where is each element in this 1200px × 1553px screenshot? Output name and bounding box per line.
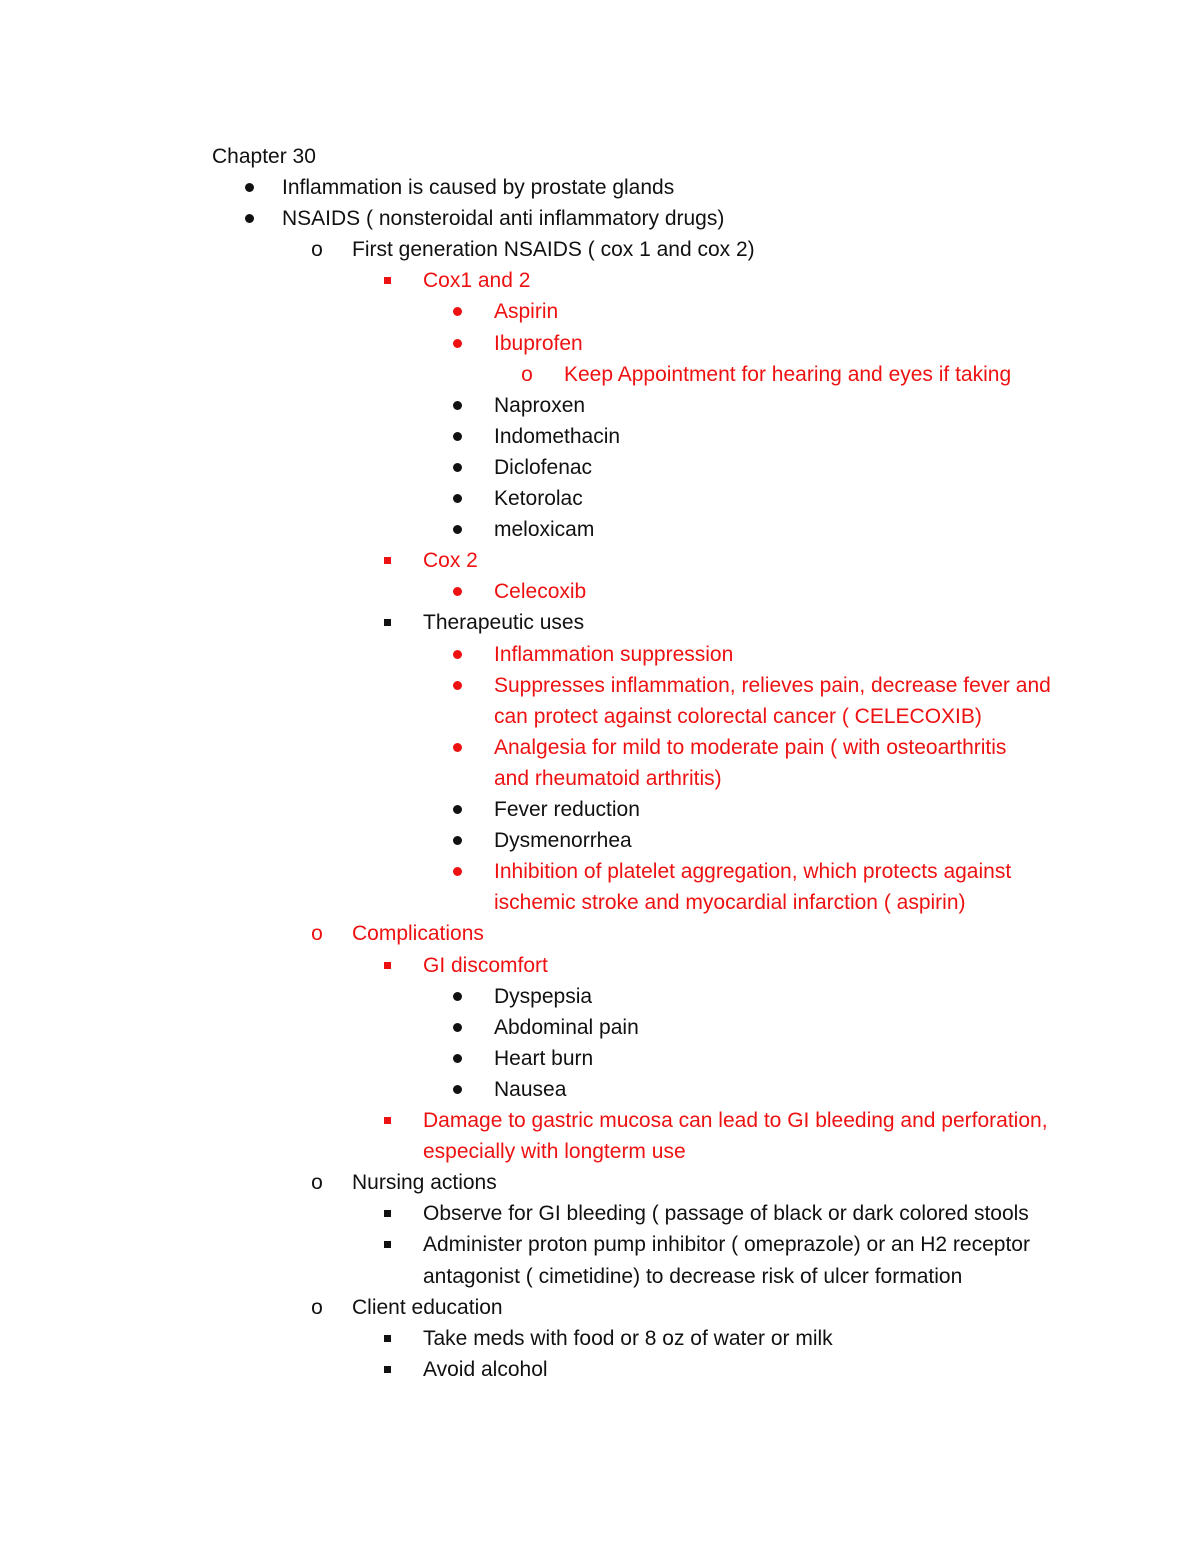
bullet-disc-icon [447,328,467,359]
bullet-disc-icon [447,670,467,701]
bullet-disc-icon [447,296,467,327]
list-item [0,1354,1200,1385]
list-item-text: Inhibition of platelet aggregation, which protects against [494,860,1012,884]
list-item-text: Analgesia for mild to moderate pain ( with osteoarthritis [494,735,1007,759]
list-item-text: NSAIDS ( nonsteroidal anti inflammatory drugs) [282,207,725,231]
list-item-text: Abdominal pain [494,1015,639,1039]
list-item [0,576,1200,607]
list-item [0,296,1200,327]
list-item-text: First generation NSAIDS ( cox 1 and cox 2) [352,238,755,262]
bullet-disc-icon [447,732,467,763]
list-item [0,607,1200,638]
list-item-text: and rheumatoid arthritis) [494,766,722,790]
bullet-square-icon [377,1229,397,1260]
list-item-text: Celecoxib [494,580,587,604]
list-item [0,887,1200,918]
bullet-square-icon [377,545,397,576]
bullet-disc-icon [239,172,259,203]
list-item [0,918,1200,949]
list-item [0,1229,1200,1260]
list-item [0,1043,1200,1074]
list-item-text: Naproxen [494,393,586,417]
list-item-text: Ibuprofen [494,331,583,355]
list-item-text: Dysmenorrhea [494,829,632,853]
list-item-text: antagonist ( cimetidine) to decrease risk of ulcer formation [423,1264,963,1288]
list-item [0,421,1200,452]
list-item-text: Ketorolac [494,487,583,510]
list-item-text: Fever reduction [494,798,640,821]
list-item-text: Nursing actions [352,1171,497,1195]
list-item [0,701,1200,732]
list-item-text: Diclofenac [494,455,593,479]
list-item-text: Observe for GI bleeding ( passage of black or dark colored stools [423,1202,1029,1226]
bullet-disc-icon [447,981,467,1012]
bullet-square-icon [377,1354,397,1385]
list-item [0,825,1200,856]
list-item-text: Suppresses inflammation, relieves pain, decrease fever and [494,673,1051,697]
bullet-square-icon [377,1323,397,1354]
bullet-disc-icon [447,421,467,452]
bullet-square-icon [377,1198,397,1229]
list-item-text: Damage to gastric mucosa can lead to GI bleeding and perforation, [423,1109,1048,1132]
list-item [0,763,1200,794]
list-item-text: Nausea [494,1077,567,1101]
list-item [0,639,1200,670]
list-item [0,452,1200,483]
bullet-disc-icon [447,1074,467,1105]
chapter-title-text: Chapter 30 [212,145,316,168]
bullet-disc-icon [447,514,467,545]
list-item [0,1261,1200,1292]
list-item-text: Inflammation is caused by prostate glands [282,176,675,199]
bullet-square-icon [377,607,397,638]
list-item-text: Avoid alcohol [423,1357,548,1381]
list-item [0,390,1200,421]
bullet-disc-icon [447,390,467,421]
list-item [0,203,1200,234]
list-item [0,1292,1200,1323]
list-item-text: meloxicam [494,518,595,542]
list-item-text: Client education [352,1295,503,1319]
list-item [0,514,1200,545]
bullet-ring-icon: o [311,1295,323,1319]
list-item-text: Administer proton pump inhibitor ( omeprazole) or an H2 receptor [423,1233,1030,1257]
bullet-square-icon [377,265,397,296]
list-item [0,234,1200,265]
list-item [0,172,1200,203]
bullet-ring-icon: o [521,362,533,386]
list-item [0,1136,1200,1167]
list-item-text: Dyspepsia [494,984,593,1008]
list-item [0,545,1200,576]
bullet-disc-icon [239,203,259,234]
list-item [0,732,1200,763]
list-item [0,1323,1200,1354]
bullet-ring-icon: o [311,922,323,946]
bullet-disc-icon [447,639,467,670]
list-item [0,483,1200,514]
list-item-text: especially with longterm use [423,1140,686,1164]
bullet-disc-icon [447,856,467,887]
list-item-text: GI discomfort [423,953,548,977]
list-item-text: Complications [352,922,484,946]
bullet-disc-icon [447,452,467,483]
list-item [0,794,1200,825]
list-item [0,1074,1200,1105]
list-item [0,359,1200,390]
bullet-ring-icon: o [311,238,323,262]
list-item-text: Therapeutic uses [423,611,585,635]
list-item-text: Keep Appointment for hearing and eyes if taking [564,362,1012,386]
list-item [0,1105,1200,1136]
list-item-text: Heart burn [494,1046,594,1070]
list-item [0,265,1200,296]
bullet-disc-icon [447,825,467,856]
list-item-text: Indomethacin [494,424,621,448]
list-item [0,328,1200,359]
bullet-disc-icon [447,483,467,514]
list-item-text: Cox1 and 2 [423,269,531,293]
list-item [0,856,1200,887]
bullet-disc-icon [447,576,467,607]
list-item-text: Aspirin [494,300,559,324]
chapter-title [0,141,1200,172]
bullet-disc-icon [447,1043,467,1074]
bullet-disc-icon [447,1012,467,1043]
list-item [0,1198,1200,1229]
bullet-ring-icon: o [311,1171,323,1195]
list-item-text: Inflammation suppression [494,642,734,666]
bullet-square-icon [377,950,397,981]
list-item [0,670,1200,701]
list-item [0,981,1200,1012]
bullet-disc-icon [447,794,467,825]
list-item [0,950,1200,981]
list-item [0,1012,1200,1043]
list-item-text: Cox 2 [423,549,478,573]
list-item [0,1167,1200,1198]
bullet-square-icon [377,1105,397,1136]
list-item-text: ischemic stroke and myocardial infarction ( aspirin) [494,891,966,915]
list-item-text: Take meds with food or 8 oz of water or milk [423,1326,833,1350]
list-item-text: can protect against colorectal cancer ( CELECOXIB) [494,704,982,728]
